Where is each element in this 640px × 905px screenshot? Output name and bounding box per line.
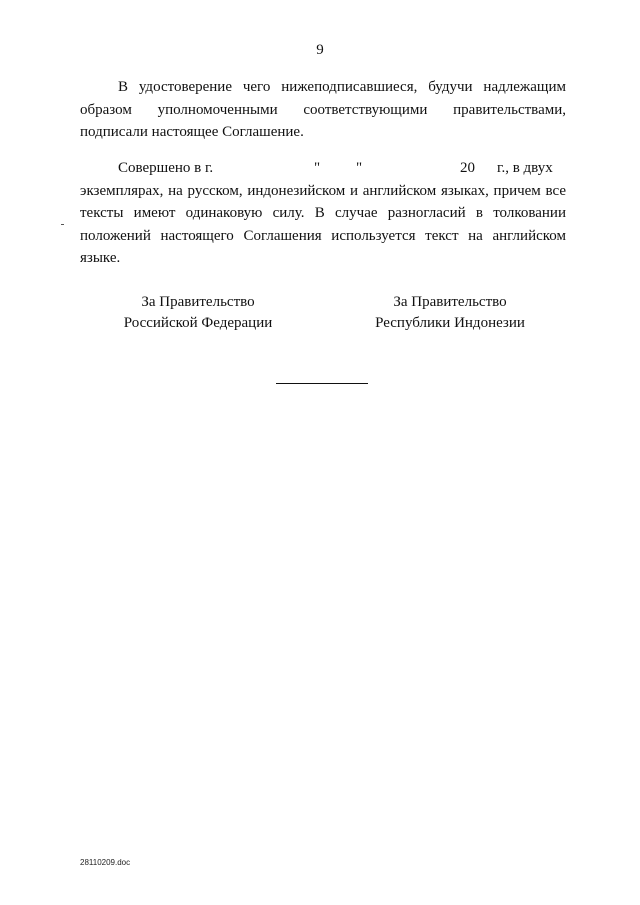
end-of-document-rule	[276, 383, 368, 384]
paragraph-line: образом уполномоченными соответствующими правительствами,	[80, 101, 566, 118]
signature-party: Российской Федерации	[123, 315, 273, 331]
signature-party: Республики Индонезии	[375, 315, 525, 331]
paragraph-line: экземплярах, на русском, индонезийском и английском языках, причем все	[80, 182, 566, 199]
paragraph-line: положений настоящего Соглашения используется текст на английском	[80, 227, 566, 244]
document-file-code: 28110209.doc	[80, 858, 131, 867]
done-at-line	[80, 157, 566, 180]
page-number: 9	[316, 42, 324, 58]
signature-label: За Правительство	[141, 294, 255, 310]
date-quote-close: "	[356, 160, 363, 176]
signature-label: За Правительство	[393, 294, 507, 310]
after-year-text: г., в двух	[497, 160, 553, 176]
paragraph-line: тексты имеют одинаковую силу. В случае разногласий в толковании	[80, 205, 566, 221]
paragraph-line: подписали настоящее Соглашение.	[80, 124, 304, 140]
done-at-paragraph	[80, 157, 566, 270]
signature-block-indonesia	[362, 292, 538, 334]
margin-mark	[61, 224, 64, 225]
paragraph-line: языке.	[80, 250, 121, 266]
signature-block-russia	[110, 292, 286, 334]
paragraph-line: В удостоверение чего нижеподписавшиеся, будучи надлежащим	[118, 79, 566, 95]
done-at-prefix: Совершено в г.	[118, 160, 214, 176]
date-quote-open: "	[314, 160, 321, 176]
certification-paragraph	[80, 76, 566, 144]
year-prefix: 20	[460, 160, 475, 176]
